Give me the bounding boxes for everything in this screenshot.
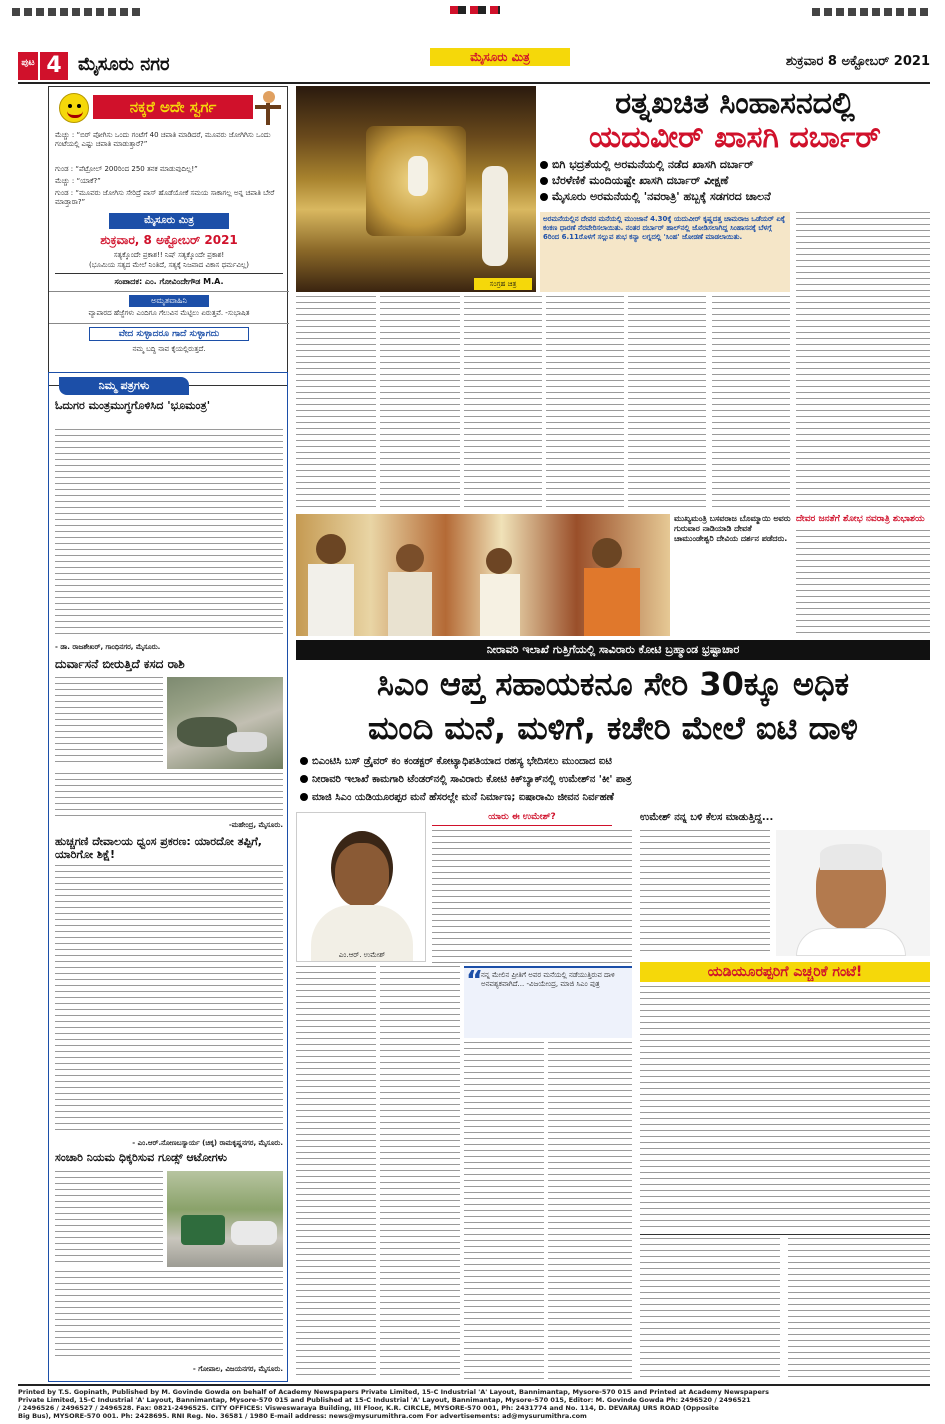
footer-line-1: Printed by T.S. Gopinath, Published by M. Govinde Gowda on behalf of Academy Newspapers Private Limited, 15-C Industrial 'A' Layout, Bannimantap, Mysore-570 015 and Printed at Academy Newspapers	[18, 1388, 769, 1396]
bottom-col-b	[788, 1238, 930, 1380]
letter4-title: ಸಂಚಾರಿ ನಿಯಮ ಧಿಕ್ಕರಿಸುವ ಗೂಡ್ಸ್ ಆಟೋಗಳು	[55, 1151, 228, 1164]
letter2-body-a	[55, 677, 163, 767]
alert-body	[640, 986, 930, 1232]
letter4-body-a	[55, 1171, 163, 1267]
side-box-title: ದೇವರ ಜನತೆಗೆ ಶೋಭ ನವರಾತ್ರಿ ಶುಭಾಶಯ	[796, 514, 925, 524]
top-story-col-3	[464, 296, 542, 510]
cm-visit-caption: ಮುಖ್ಯಮಂತ್ರಿ ಬಸವರಾಜ ಬೊಮ್ಮಾಯಿ ಅವರು ಗುರುವಾರ ನಾಡಿಯಾಡಿ ದೇವತೆ ಚಾಮುಂಡೇಶ್ವರಿ ದೇವಿಯ ದರ್ಶನ ಪಡೆದರು.	[674, 514, 791, 543]
yeddyurappa-photo	[776, 830, 930, 956]
footer-line-4: Big Bus), MYSORE-570 001. Ph: 2428695. RNI Reg. No. 36581 / 1980 E-mail address: news@mysurumithra.com For advertisements: ad@mysurumithra.com	[18, 1412, 587, 1420]
bullet-icon	[300, 793, 308, 801]
page-number: 4	[40, 52, 68, 80]
who-title: ಯಾರು ಈ ಉಮೇಶ್?	[432, 812, 612, 826]
letter1-body	[55, 429, 283, 639]
humor-box	[48, 86, 288, 386]
kicker-bar: ನೀರಾವರಿ ಇಲಾಖೆ ಗುತ್ತಿಗೆಯಲ್ಲಿ ಸಾವಿರಾರು ಕೋಟಿ ಬ್ರಹ್ಮಾಂಡ ಭ್ರಷ್ಟಾಚಾರ	[296, 640, 930, 660]
mid-bullet-2: ನೀರಾವರಿ ಇಲಾಖೆ ಕಾಮಗಾರಿ ಟೆಂಡರ್‌ನಲ್ಲಿ ಸಾವಿರಾರು ಕೋಟಿ ಕಿಕ್‌ಬ್ಯಾಕ್‌ನಲ್ಲಿ ಉಮೇಶ್‌ನ 'ಕೀ' ಪಾತ್ರ	[300, 774, 930, 785]
cm-visit-photo	[296, 514, 670, 636]
side-box-body	[796, 530, 930, 636]
umesh-photo-caption: ಎಂ.ಆರ್. ಉಮೇಶ್	[338, 951, 386, 959]
top-registration-marks	[0, 0, 945, 20]
footer-line-3: / 2496526 / 2496527 / 2496528. Fax: 0821-2496525. CITY OFFICES: Visweswaraya Building, III Floor, K.R. CIRCLE, MYSORE-570 001, Ph: 2431774 and No. 114, D. DEVARAJ URS ROAD (Opposite	[18, 1404, 719, 1412]
mid-col-4	[548, 1042, 632, 1380]
bullet-icon	[540, 193, 548, 201]
paper-tagline: ಸತ್ಯಕ್ಕೊಂದೇ ಪ್ರಕಾಶ!! ನಿಷ್ ಸತ್ಯಕ್ಕೊಂದೇ ಪ್ರಕಾಶ!	[113, 251, 225, 259]
header-date: ಶುಕ್ರವಾರ 8 ಅಕ್ಟೋಬರ್ 2021	[785, 54, 930, 69]
mid-headline-2: ಮಂದಿ ಮನೆ, ಮಳಿಗೆ, ಕಚೇರಿ ಮೇಲೆ ಐಟಿ ದಾಳಿ	[367, 709, 858, 747]
paper-note: (ಭೂಮಿಯ ಸತ್ಯದ ಮೇಲೆ ನಿಂತಿದೆ, ಸತ್ಯಕ್ಕೆ ನಿಜವಾದ ವಿಕಾಸ ಧರ್ಮವಿಲ್ಲ)	[88, 261, 249, 269]
top-story-col-7	[796, 212, 930, 510]
veda-title: ವೇದ ಸುಳ್ಳಾದರೂ ಗಾದೆ ಸುಳ್ಳಾಗದು	[89, 327, 249, 341]
letter1-title: ಓದುಗರ ಮಂತ್ರಮುಗ್ಧಗೊಳಿಸಿದ 'ಭೂಮಂತ್ರ'	[55, 399, 211, 412]
masthead: ಮೈಸೂರು ಮಿತ್ರ	[430, 48, 570, 66]
veda-text: ನಮ್ಮ ಬದ್ಧಿ ನಾವ ಕೈಯಲ್ಲಿರುತ್ತದೆ.	[132, 345, 206, 353]
amruta-text: ವ್ಯಾಪಾರದ ಹೆಜ್ಜೆಗಳು ಎಂದಿಗೂ ಗೆಲುವಿನ ಮೆಟ್ಟಿಲು ಏರುತ್ತವೆ. -ಸುಭಾಷಿತ	[88, 309, 250, 317]
footer-line-2: Private Limited, 15-C Industrial 'A' Layout, Bannimantap, Mysore-570 015 and Published at 15-C Industrial 'A' Layout, Bannimantap, Mysore-570 015, Editor: M. Govinde Gowda Ph: 2496520 / 2496521	[18, 1396, 751, 1404]
top-headline-1: ರತ್ನಖಚಿತ ಸಿಂಹಾಸನದಲ್ಲಿ	[615, 86, 855, 121]
letter3-sign: - ಎಂ.ಆರ್.ನೋಣಬಸ್ಯಾರ್ಯ (ಚಿಕ್ಕ) ರಾಮಕೃಷ್ಣನಗರ, ಮೈಸೂರು.	[132, 1139, 283, 1147]
garbage-photo	[167, 677, 283, 769]
page-label: ಪುಟ	[18, 52, 38, 80]
bottom-col-a	[640, 1238, 780, 1380]
footer	[18, 1384, 930, 1422]
top-lede: ಅರಮನೆಯಲ್ಲಿನ ದೇವರ ಮನೆಯಲ್ಲಿ ಮುಂಜಾನೆ 4.30ಕ್ಕೆ ಯದುವೀರ್ ಕೃಷ್ಣದತ್ತ ಚಾಮರಾಜ ಒಡೆಯರ್ ಏಕ್ಕೆ ಕಂಕಣ ಧಾರಣೆ ನೆರವೇರಿಸಲಾಯಿತು. ನಂತರ ದರ್ಬಾರ್ ಹಾಲ್‌ನಲ್ಲಿ ಜೋಡಿಸಲಾಗಿದ್ದ ಸಿಂಹಾಸನಕ್ಕೆ ಬೆಳಗ್ಗೆ 6ರಿಂದ 6.11ರೊಳಗೆ ಸಲ್ಲುವ ಶುಭ ಕನ್ಯಾ ಲಗ್ನದಲ್ಲಿ 'ಸಿಂಹ' ಜೋಡಣೆ ಮಾಡಲಾಯಿತು.	[543, 215, 786, 241]
quote-text: ನನ್ನ ಮೇಲಿನ ಪ್ರೀತಿಗೆ ಅವರ ಮನೆಯಲ್ಲಿ ನಡೆಯುತ್ತಿರುವ ದಾಳಿ ಅನವಶ್ಯಕವಾಗಿದೆ... -ವಿಜಯೇಂದ್ರ, ಮಾಜಿ ಸಿಎಂ ಪುತ್ರ	[481, 971, 615, 988]
humor-line-1: ಮೆಚ್ಚು : “ಬಿರ್ ಪೋಗಿಸು ಒಂದು ಗಂಟೆಗೆ 40 ಚಪಾತಿ ಮಾಡಿದರೆ, ಮೂವರು ಜೋಗಿಗಿಸು ಒಂದು ಗಂಟೆಯಲ್ಲಿ ಎಷ್ಟು ಚಪಾತಿ ಮಾಡುತ್ತಾರೆ?”	[55, 131, 271, 148]
quote-box	[464, 966, 632, 1038]
humor-title: ನಕ್ಕರೆ ಅದೇ ಸ್ವರ್ಗ	[93, 95, 253, 119]
top-lede-box	[540, 212, 790, 292]
letters-title: ನಿಮ್ಮ ಪತ್ರಗಳು	[59, 377, 189, 395]
letters-box	[48, 372, 288, 1382]
mid-bullet-3: ಮಾಜಿ ಸಿಎಂ ಯಡಿಯೂರಪ್ಪರ ಮನೆ ಹೆಸರಲ್ಲೇ ಮನೆ ನಿರ್ಮಾಣ; ಐಷಾರಾಮಿ ಜೀವನ ನಿರ್ವಹಣೆ	[300, 792, 930, 803]
top-story-col-5	[628, 296, 706, 510]
mid-col-2	[380, 966, 460, 1380]
top-story-col-6	[712, 296, 790, 510]
letter2-sign: -ಮಹೇಂದ್ರ, ಮೈಸೂರು.	[228, 821, 283, 829]
paper-date: ಶುಕ್ರವಾರ, 8 ಅಕ್ಟೋಬರ್ 2021	[100, 233, 238, 247]
bullet-icon	[300, 775, 308, 783]
side-title: ಉಮೇಶ್ ನನ್ನ ಬಳಿ ಕೆಲಸ ಮಾಡುತ್ತಿದ್ದ...	[640, 812, 774, 823]
section-name: ಮೈಸೂರು ನಗರ	[78, 54, 170, 75]
top-bullet-1: ಬಿಗಿ ಭದ್ರತೆಯಲ್ಲಿ ಅರಮನೆಯಲ್ಲಿ ನಡೆದ ಖಾಸಗಿ ದರ್ಬಾರ್	[540, 158, 930, 172]
top-story-col-2	[380, 296, 460, 510]
side-body-a	[640, 830, 770, 956]
page-header	[18, 50, 930, 84]
top-story-col-1	[296, 296, 376, 510]
letter3-title: ಹುಚ್ಚಗಣಿ ದೇವಾಲಯ ಧ್ವಂಸ ಪ್ರಕರಣ: ಯಾರದೋ ತಪ್ಪಿಗೆ, ಯಾರಿಗೋ ಶಿಕ್ಷೆ!	[55, 835, 262, 861]
letter3-body	[55, 865, 283, 1135]
letter4-body-b	[55, 1271, 283, 1361]
amruta-title: ಅಮೃತವಾಹಿನಿ	[129, 295, 209, 307]
humor-line-2: ಗುಂಡ : “ಪೆಟ್ರೋಲ್ 200ರಿಂದ 250 ತನಕ ಮಾಡುವುದಿಲ್ಲ!”	[55, 165, 198, 173]
editor-line: ಸಂಪಾದಕ: ಎಂ. ಗೋವಿಂದೇಗೌಡ M.A.	[114, 277, 224, 286]
mid-col-1	[296, 966, 376, 1380]
quote-icon: “	[466, 966, 484, 996]
umesh-photo	[296, 812, 426, 962]
darbar-photo	[296, 86, 536, 292]
goods-auto-photo	[167, 1171, 283, 1267]
top-bullet-3: ಮೈಸೂರು ಅರಮನೆಯಲ್ಲಿ 'ನವರಾತ್ರಿ' ಹಬ್ಬಕ್ಕೆ ಸಡಗರದ ಚಾಲನೆ	[540, 190, 930, 204]
mid-bullet-1: ಬಿಎಂಟಿಸಿ ಬಸ್ ಡ್ರೈವರ್ ಕಂ ಕಂಡಕ್ಟರ್ ಕೋಟ್ಯಾಧಿಪತಿಯಾದ ರಹಸ್ಯ ಭೇದಿಸಲು ಮುಂದಾದ ಐಟಿ	[300, 756, 930, 767]
darbar-photo-caption: ಸಂಗ್ರಹ ಚಿತ್ರ	[474, 278, 532, 290]
bullet-icon	[540, 177, 548, 185]
mid-headline-1: ಸಿಎಂ ಆಪ್ತ ಸಹಾಯಕನೂ ಸೇರಿ 30ಕ್ಕೂ ಅಧಿಕ	[376, 665, 850, 703]
who-body	[432, 830, 632, 964]
top-story-col-4	[546, 296, 624, 510]
scarecrow-icon	[255, 91, 281, 125]
top-bullet-2: ಬೆರಳೆಣಿಕೆ ಮಂದಿಯಷ್ಟೇ ಖಾಸಗಿ ದರ್ಬಾರ್ ವೀಕ್ಷಣೆ	[540, 174, 930, 188]
mid-col-3	[464, 1042, 544, 1380]
letter4-sign: - ಗೋಪಾಲ, ವಿಜಯನಗರ, ಮೈಸೂರು.	[192, 1365, 283, 1373]
humor-line-3: ಮೆಚ್ಚು : “ಯಾಕೆ?”	[55, 177, 101, 185]
paper-name-badge: ಮೈಸೂರು ಮಿತ್ರ	[109, 213, 229, 229]
bullet-icon	[300, 757, 308, 765]
humor-line-4: ಗುಂಡ : “ಮೂವರು ಜೋಗಿಸು ಸೇರಿದ್ರೆ ಪಾಸ್ ಹೊಡೆಯೋಕೆ ಸಮಯ ಸಾಕಾಗಲ್ಲ ಅನ್ನ ಚಪಾತಿ ಬೇರೆ ಮಾಡ್ತಾರಾ?”	[55, 189, 275, 206]
letter2-body-b	[55, 773, 283, 819]
bullet-icon	[540, 161, 548, 169]
letter1-sign: - ಡಾ. ರಾಜಶೇಖರ್, ಗಾಂಧಿನಗರ, ಮೈಸೂರು.	[55, 643, 161, 651]
smiley-icon	[59, 93, 89, 123]
letter2-title: ದುರ್ವಾಸನೆ ಬೀರುತ್ತಿದೆ ಕಸದ ರಾಶಿ	[55, 657, 185, 671]
top-headline-2: ಯದುವೀರ್ ಖಾಸಗಿ ದರ್ಬಾರ್	[589, 120, 881, 155]
alert-title: ಯಡಿಯೂರಪ್ಪರಿಗೆ ಎಚ್ಚರಿಕೆ ಗಂಟೆ!	[640, 962, 930, 982]
